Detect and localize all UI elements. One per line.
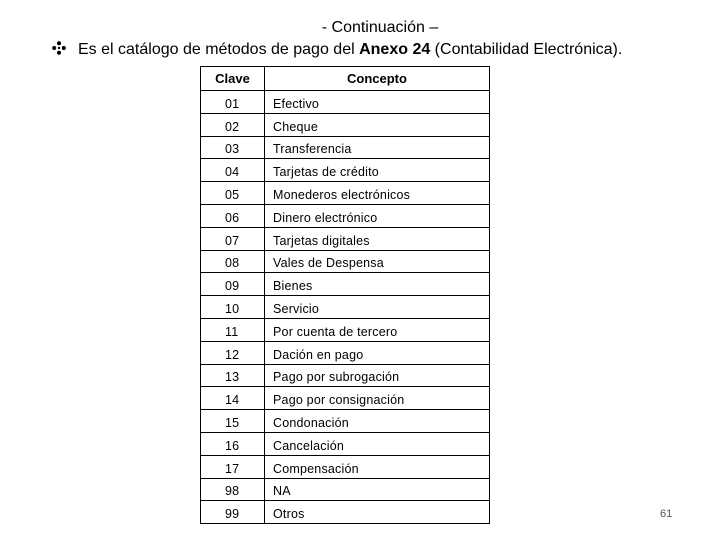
intro-annex: Anexo 24 xyxy=(359,41,431,58)
clave-cell: 14 xyxy=(201,387,265,410)
table-row xyxy=(201,113,490,136)
clave-cell: 06 xyxy=(201,204,265,227)
clave-cell: 01 xyxy=(201,91,265,114)
table-header-row xyxy=(201,67,490,91)
clave-cell: 09 xyxy=(201,273,265,296)
clave-cell: 99 xyxy=(201,501,265,524)
concepto-cell: Dación en pago xyxy=(265,341,490,364)
table-row xyxy=(201,478,490,501)
table-row xyxy=(201,318,490,341)
clave-cell: 13 xyxy=(201,364,265,387)
table-row xyxy=(201,250,490,273)
clave-cell: 04 xyxy=(201,159,265,182)
diamond-bullet-icon xyxy=(52,41,66,55)
table-row xyxy=(201,432,490,455)
intro-prefix: Es el catálogo de métodos de pago del xyxy=(78,41,360,58)
clave-cell: 11 xyxy=(201,318,265,341)
clave-cell: 07 xyxy=(201,227,265,250)
intro-suffix: (Contabilidad Electrónica). xyxy=(430,41,623,58)
concepto-cell: Por cuenta de tercero xyxy=(265,318,490,341)
table-row xyxy=(201,364,490,387)
clave-cell: 17 xyxy=(201,455,265,478)
column-header-clave: Clave xyxy=(201,67,265,91)
concepto-cell: Cheque xyxy=(265,113,490,136)
payment-methods-table xyxy=(200,66,490,524)
table-row xyxy=(201,501,490,524)
clave-cell: 03 xyxy=(201,136,265,159)
table-row xyxy=(201,159,490,182)
intro-line xyxy=(52,40,712,60)
concepto-cell: Tarjetas de crédito xyxy=(265,159,490,182)
concepto-cell: Tarjetas digitales xyxy=(265,227,490,250)
table-row xyxy=(201,296,490,319)
concepto-cell: Otros xyxy=(265,501,490,524)
clave-cell: 98 xyxy=(201,478,265,501)
clave-cell: 12 xyxy=(201,341,265,364)
table-row xyxy=(201,341,490,364)
clave-cell: 05 xyxy=(201,182,265,205)
page-heading: - Continuación – xyxy=(321,19,439,36)
concepto-cell: Bienes xyxy=(265,273,490,296)
concepto-cell: Condonación xyxy=(265,410,490,433)
concepto-cell: Pago por subrogación xyxy=(265,364,490,387)
concepto-cell: Pago por consignación xyxy=(265,387,490,410)
table-row xyxy=(201,204,490,227)
table-row xyxy=(201,227,490,250)
concepto-cell: Cancelación xyxy=(265,432,490,455)
clave-cell: 16 xyxy=(201,432,265,455)
column-header-concepto: Concepto xyxy=(265,67,490,91)
table-row xyxy=(201,410,490,433)
table-row xyxy=(201,91,490,114)
table-row xyxy=(201,182,490,205)
clave-cell: 10 xyxy=(201,296,265,319)
concepto-cell: Servicio xyxy=(265,296,490,319)
page-number: 61 xyxy=(660,508,673,520)
clave-cell: 02 xyxy=(201,113,265,136)
clave-cell: 08 xyxy=(201,250,265,273)
concepto-cell: Transferencia xyxy=(265,136,490,159)
concepto-cell: Vales de Despensa xyxy=(265,250,490,273)
concepto-cell: Dinero electrónico xyxy=(265,204,490,227)
table-row xyxy=(201,387,490,410)
clave-cell: 15 xyxy=(201,410,265,433)
concepto-cell: Efectivo xyxy=(265,91,490,114)
table-row xyxy=(201,273,490,296)
concepto-cell: Compensación xyxy=(265,455,490,478)
concepto-cell: NA xyxy=(265,478,490,501)
table-row xyxy=(201,136,490,159)
concepto-cell: Monederos electrónicos xyxy=(265,182,490,205)
table-row xyxy=(201,455,490,478)
